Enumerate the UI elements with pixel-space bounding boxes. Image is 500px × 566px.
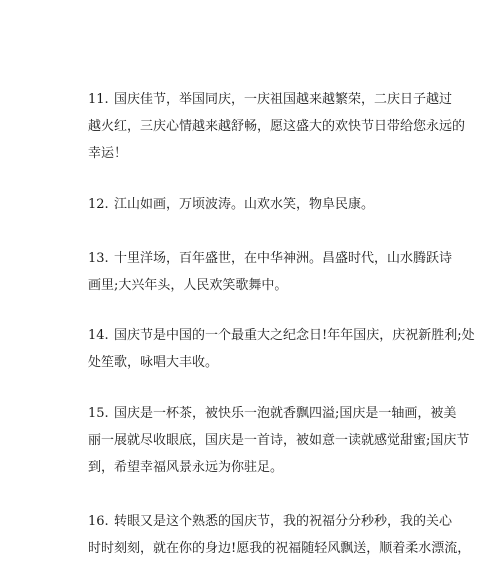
paragraph-line: [88, 322, 475, 349]
paragraph-line: 画里;大兴年头，人民欢笑歌舞中。: [88, 278, 288, 293]
paragraph-number: 16.: [88, 514, 109, 529]
paragraph-line: 越火红，三庆心情越来越舒畅，愿这盛大的欢快节日带给您永远的: [88, 119, 466, 134]
paragraph-line: 丽一展就尽收眼底，国庆是一首诗，被如意一读就感觉甜蜜;国庆节: [88, 433, 470, 448]
paragraph-number: 14.: [88, 328, 109, 343]
paragraph-number: 13.: [88, 251, 109, 266]
paragraph-line: [88, 245, 453, 272]
paragraph-line: [88, 508, 453, 535]
paragraph-text: 江山如画，万顷波涛。山欢水笑，物阜民康。: [114, 197, 375, 212]
paragraph-text: 国庆节是中国的一个最重大之纪念日!年年国庆，庆祝新胜利;处: [114, 328, 475, 343]
paragraph-line: 幸运！: [88, 146, 128, 161]
paragraph-text: 十里洋场，百年盛世，在中华神洲。昌盛时代，山水腾跃诗: [114, 251, 453, 266]
paragraph-number: 11.: [88, 92, 109, 107]
paragraph-text: 国庆是一杯茶，被快乐一泡就香飘四溢;国庆是一轴画，被美: [114, 406, 457, 421]
paragraph-line: [88, 400, 457, 427]
paragraph-line: [88, 86, 453, 113]
paragraph-text: 国庆佳节，举国同庆，一庆祖国越来越繁荣，二庆日子越过: [114, 92, 453, 107]
paragraph-line: 处笙歌，咏唱大丰收。: [88, 355, 219, 370]
paragraph-16: [88, 508, 471, 562]
paragraph-11: [88, 86, 466, 167]
paragraph-number: 12.: [88, 197, 109, 212]
paragraph-12: [88, 191, 428, 218]
paragraph-line: [88, 191, 428, 218]
paragraph-text: 转眼又是这个熟悉的国庆节，我的祝福分分秒秒，我的关心: [114, 514, 453, 529]
paragraph-13: [88, 245, 453, 299]
paragraph-number: 15.: [88, 406, 109, 421]
paragraph-line: 到，希望幸福风景永远为你驻足。: [88, 460, 284, 475]
paragraph-15: [88, 400, 470, 481]
paragraph-14: [88, 322, 475, 376]
paragraph-line: 时时刻刻，就在你的身边!愿我的祝福随轻风飘送，顺着柔水漂流，: [88, 541, 471, 556]
